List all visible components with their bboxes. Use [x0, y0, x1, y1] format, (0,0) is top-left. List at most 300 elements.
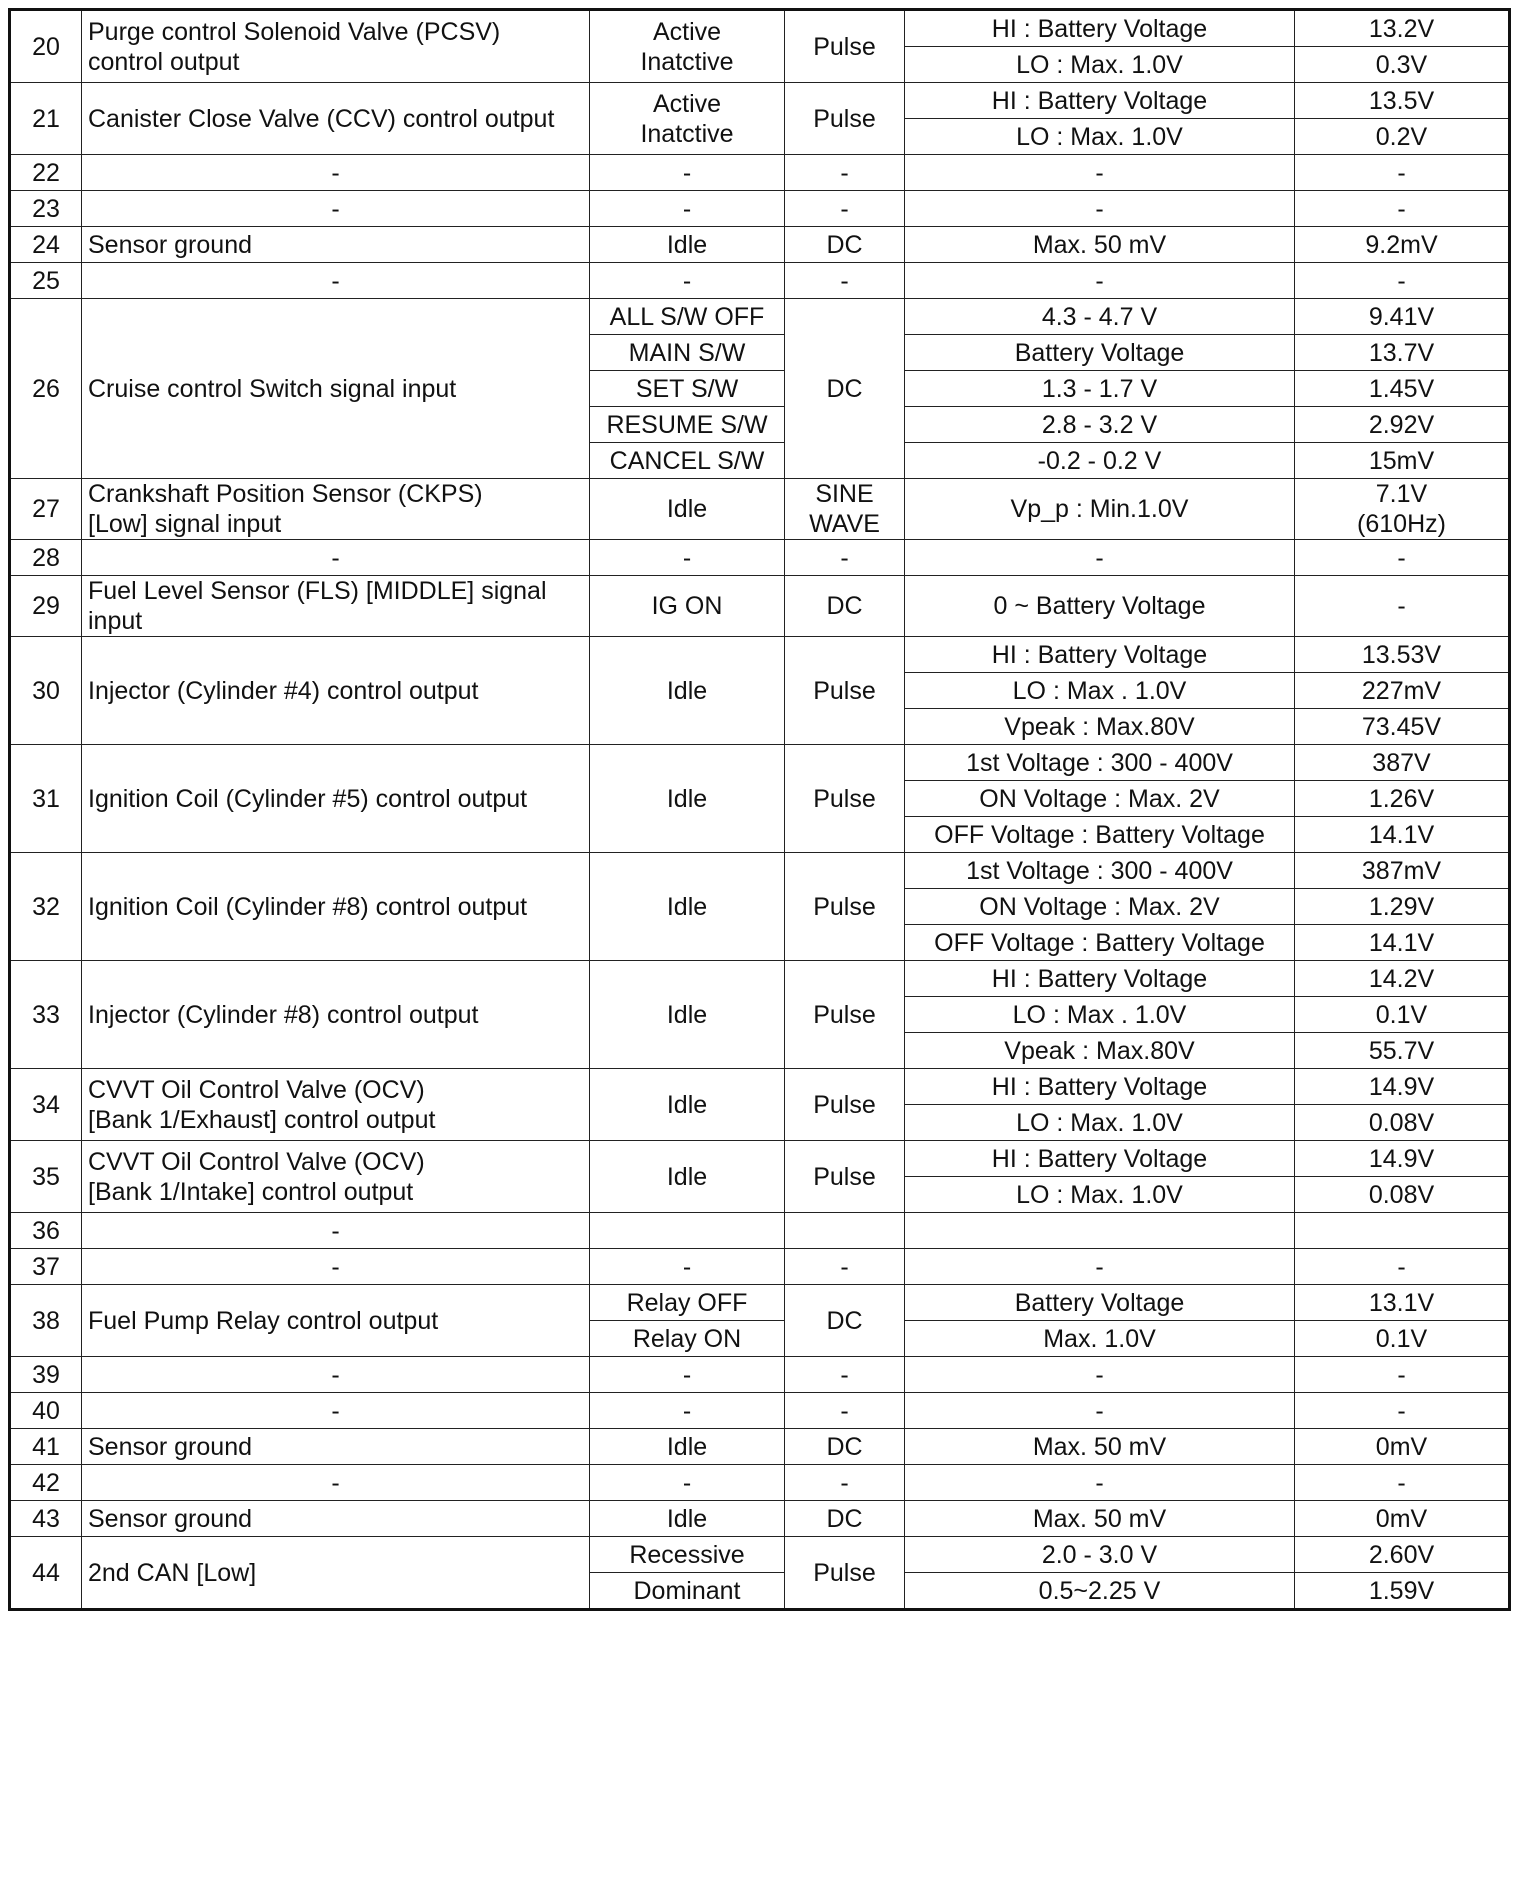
test-condition: CANCEL S/W — [590, 443, 785, 479]
pin-number: 20 — [10, 10, 82, 83]
signal-type — [785, 299, 905, 479]
test-result-line: 0mV — [1375, 1432, 1428, 1461]
test-condition — [590, 853, 785, 961]
pin-description-line: Sensor ground — [88, 230, 253, 259]
test-result-line: 13.1V — [1368, 1288, 1435, 1317]
table-row — [10, 1393, 1510, 1429]
pin-description-line: Sensor ground — [88, 1432, 253, 1461]
test-result-line: - — [1397, 1360, 1406, 1389]
pin-description-line: [Low] signal input — [88, 510, 282, 538]
pin-description — [82, 1465, 590, 1501]
signal-type — [785, 961, 905, 1069]
table-row — [10, 1357, 1510, 1393]
signal-type-line: DC — [826, 592, 863, 620]
specified-level: Max. 1.0V — [905, 1321, 1295, 1357]
pin-number: 23 — [10, 191, 82, 227]
test-result-line: 387mV — [1361, 856, 1442, 885]
pin-description-line: Injector (Cylinder #8) control output — [88, 1000, 479, 1029]
signal-type — [785, 1429, 905, 1465]
pin-description — [82, 83, 590, 155]
pin-description — [82, 1429, 590, 1465]
test-result — [1295, 407, 1510, 443]
specified-level: HI : Battery Voltage — [905, 637, 1295, 673]
pin-description-line: Crankshaft Position Sensor (CKPS) — [88, 480, 483, 508]
test-result — [1295, 1249, 1510, 1285]
test-result — [1295, 263, 1510, 299]
signal-type-line: WAVE — [809, 510, 880, 538]
specified-level: HI : Battery Voltage — [905, 961, 1295, 997]
test-condition-line: Active — [652, 89, 722, 118]
signal-type — [785, 540, 905, 576]
pin-description — [82, 1285, 590, 1357]
signal-type — [785, 1249, 905, 1285]
test-result-line: - — [1397, 158, 1406, 187]
test-result — [1295, 781, 1510, 817]
specified-level: - — [905, 1249, 1295, 1285]
test-result-line: 1.59V — [1368, 1576, 1435, 1605]
test-result-line: 2.60V — [1368, 1540, 1435, 1569]
specified-level: 1st Voltage : 300 - 400V — [905, 853, 1295, 889]
test-condition — [590, 479, 785, 540]
test-result-line: - — [1397, 1468, 1406, 1497]
signal-type-line: - — [840, 1360, 849, 1389]
signal-type-line: Pulse — [813, 1162, 876, 1191]
pin-description — [82, 637, 590, 745]
pin-description — [82, 540, 590, 576]
test-condition: Recessive — [590, 1537, 785, 1573]
pin-number: 29 — [10, 576, 82, 637]
pin-description-line: Fuel Level Sensor (FLS) [MIDDLE] signal — [88, 577, 547, 605]
test-result — [1295, 576, 1510, 637]
test-condition — [590, 1357, 785, 1393]
pin-number: 33 — [10, 961, 82, 1069]
pin-description — [82, 1141, 590, 1213]
test-result-line: 14.1V — [1368, 928, 1435, 957]
pin-number: 36 — [10, 1213, 82, 1249]
test-condition: Dominant — [590, 1573, 785, 1610]
specified-level: - — [905, 540, 1295, 576]
test-condition — [590, 83, 785, 155]
test-result — [1295, 1465, 1510, 1501]
test-condition-line: - — [682, 543, 692, 572]
pin-description — [82, 1537, 590, 1610]
pin-description-line: - — [331, 1468, 340, 1497]
specified-level: - — [905, 1465, 1295, 1501]
pin-number: 35 — [10, 1141, 82, 1213]
test-result — [1295, 1357, 1510, 1393]
pin-number: 44 — [10, 1537, 82, 1610]
test-result-line: 7.1V — [1375, 480, 1428, 508]
specified-level: Battery Voltage — [905, 335, 1295, 371]
test-condition-line: Idle — [666, 784, 708, 813]
test-condition — [590, 155, 785, 191]
signal-type — [785, 10, 905, 83]
table-row — [10, 540, 1510, 576]
signal-type — [785, 853, 905, 961]
signal-type-line: Pulse — [813, 1090, 876, 1119]
pin-description-line: Ignition Coil (Cylinder #8) control output — [88, 892, 528, 921]
signal-type — [785, 1465, 905, 1501]
table-row — [10, 576, 1510, 637]
signal-type — [785, 1141, 905, 1213]
pin-test-table — [8, 8, 1511, 1611]
test-condition — [590, 10, 785, 83]
test-result-line: - — [1397, 194, 1406, 223]
signal-type-line: Pulse — [813, 676, 876, 705]
pin-description-line: CVVT Oil Control Valve (OCV) — [88, 1147, 425, 1176]
table-row — [10, 1429, 1510, 1465]
specified-level: 1st Voltage : 300 - 400V — [905, 745, 1295, 781]
test-result — [1295, 479, 1510, 540]
test-condition: MAIN S/W — [590, 335, 785, 371]
test-result — [1295, 1321, 1510, 1357]
pin-description — [82, 576, 590, 637]
pin-description — [82, 227, 590, 263]
specified-level: HI : Battery Voltage — [905, 1141, 1295, 1177]
pin-description-line: - — [331, 158, 340, 187]
table-row — [10, 1213, 1510, 1249]
test-result-line: 2.92V — [1368, 410, 1435, 439]
pin-description-line: Fuel Pump Relay control output — [88, 1306, 439, 1335]
specified-level: LO : Max . 1.0V — [905, 673, 1295, 709]
pin-description — [82, 853, 590, 961]
test-result — [1295, 335, 1510, 371]
pin-number: 32 — [10, 853, 82, 961]
pin-description — [82, 1393, 590, 1429]
test-condition-line: Idle — [666, 676, 708, 705]
test-result — [1295, 673, 1510, 709]
test-condition — [590, 1429, 785, 1465]
pin-description-line: - — [331, 266, 340, 295]
pin-number: 40 — [10, 1393, 82, 1429]
test-result — [1295, 83, 1510, 119]
test-result-line: 0.1V — [1375, 1324, 1428, 1353]
specified-level: Max. 50 mV — [905, 1501, 1295, 1537]
test-result — [1295, 1537, 1510, 1573]
page — [8, 8, 1511, 1611]
pin-number: 25 — [10, 263, 82, 299]
specified-level: 4.3 - 4.7 V — [905, 299, 1295, 335]
test-condition-line: IG ON — [651, 592, 723, 620]
test-result — [1295, 961, 1510, 997]
signal-type-line: SINE — [815, 480, 874, 508]
test-condition — [590, 227, 785, 263]
table-row — [10, 1069, 1510, 1105]
specified-level: -0.2 - 0.2 V — [905, 443, 1295, 479]
test-result — [1295, 1393, 1510, 1429]
signal-type — [785, 745, 905, 853]
test-condition — [590, 1213, 785, 1249]
test-condition-line: Idle — [666, 1162, 708, 1191]
specified-level: OFF Voltage : Battery Voltage — [905, 817, 1295, 853]
test-condition: ALL S/W OFF — [590, 299, 785, 335]
pin-number: 24 — [10, 227, 82, 263]
test-result-line: 14.1V — [1368, 820, 1435, 849]
test-condition-line: Inatctive — [640, 47, 734, 76]
pin-number: 31 — [10, 745, 82, 853]
pin-number: 42 — [10, 1465, 82, 1501]
test-result-line: 387V — [1372, 748, 1431, 777]
signal-type — [785, 191, 905, 227]
signal-type — [785, 227, 905, 263]
test-condition-line: Inatctive — [640, 119, 734, 148]
test-result-line: 1.29V — [1368, 892, 1435, 921]
test-condition — [590, 961, 785, 1069]
test-result-line: 9.41V — [1368, 302, 1435, 331]
test-condition-line: Idle — [666, 1432, 708, 1461]
pin-table-body — [10, 10, 1510, 1610]
table-row — [10, 1285, 1510, 1321]
test-result-line: 0.2V — [1375, 122, 1428, 151]
signal-type-line: Pulse — [813, 1558, 876, 1587]
pin-description — [82, 479, 590, 540]
specified-level: OFF Voltage : Battery Voltage — [905, 925, 1295, 961]
signal-type-line: - — [840, 266, 849, 295]
pin-description — [82, 745, 590, 853]
test-result-line: 73.45V — [1361, 712, 1442, 741]
signal-type-line: DC — [826, 1432, 863, 1461]
test-condition-line: Idle — [666, 1090, 708, 1119]
pin-description — [82, 961, 590, 1069]
test-result — [1295, 155, 1510, 191]
test-condition-line: Active — [652, 17, 722, 46]
test-result-line: 13.2V — [1368, 14, 1435, 43]
table-row — [10, 263, 1510, 299]
pin-description — [82, 299, 590, 479]
pin-description-line: Canister Close Valve (CCV) control output — [88, 104, 555, 133]
test-condition-line: Idle — [666, 892, 708, 921]
test-result — [1295, 1105, 1510, 1141]
test-condition — [590, 1501, 785, 1537]
test-result-line: 15mV — [1368, 446, 1435, 475]
signal-type — [785, 263, 905, 299]
test-condition-line: - — [682, 1468, 692, 1497]
test-result-line: 13.53V — [1361, 640, 1442, 669]
pin-description — [82, 263, 590, 299]
specified-level: LO : Max . 1.0V — [905, 997, 1295, 1033]
specified-level: 0.5~2.25 V — [905, 1573, 1295, 1610]
pin-number: 30 — [10, 637, 82, 745]
pin-number: 26 — [10, 299, 82, 479]
specified-level: - — [905, 1393, 1295, 1429]
test-result — [1295, 709, 1510, 745]
specified-level: HI : Battery Voltage — [905, 1069, 1295, 1105]
specified-level: - — [905, 263, 1295, 299]
specified-level — [905, 1213, 1295, 1249]
signal-type — [785, 479, 905, 540]
test-condition-line: Idle — [666, 230, 708, 259]
test-result — [1295, 637, 1510, 673]
specified-level: Max. 50 mV — [905, 1429, 1295, 1465]
test-result — [1295, 1177, 1510, 1213]
signal-type — [785, 155, 905, 191]
test-condition: RESUME S/W — [590, 407, 785, 443]
test-condition-line: - — [682, 266, 692, 295]
test-result — [1295, 1429, 1510, 1465]
table-row — [10, 299, 1510, 335]
signal-type-line: Pulse — [813, 784, 876, 813]
table-row — [10, 961, 1510, 997]
pin-description-line: - — [331, 1396, 340, 1425]
pin-description — [82, 1249, 590, 1285]
pin-number: 22 — [10, 155, 82, 191]
specified-level: Vpeak : Max.80V — [905, 709, 1295, 745]
test-result-line: 14.9V — [1368, 1144, 1435, 1173]
pin-description-line: Sensor ground — [88, 1504, 253, 1533]
pin-description — [82, 1501, 590, 1537]
signal-type — [785, 1393, 905, 1429]
test-result-line: - — [1397, 266, 1406, 295]
test-condition — [590, 1141, 785, 1213]
specified-level: LO : Max. 1.0V — [905, 1177, 1295, 1213]
test-condition — [590, 1393, 785, 1429]
test-result-line: 1.26V — [1368, 784, 1435, 813]
table-row — [10, 637, 1510, 673]
pin-description-line: - — [331, 1252, 340, 1281]
signal-type-line: - — [840, 1252, 849, 1281]
test-result — [1295, 1285, 1510, 1321]
test-condition — [590, 263, 785, 299]
table-row — [10, 745, 1510, 781]
signal-type — [785, 1501, 905, 1537]
test-result — [1295, 371, 1510, 407]
table-row — [10, 227, 1510, 263]
pin-description — [82, 191, 590, 227]
pin-description-line: Injector (Cylinder #4) control output — [88, 676, 479, 705]
test-condition-line: - — [682, 194, 692, 223]
specified-level: Vpeak : Max.80V — [905, 1033, 1295, 1069]
pin-description-line: - — [331, 194, 340, 223]
test-condition — [590, 745, 785, 853]
test-condition-line: Idle — [666, 495, 708, 523]
specified-level: Max. 50 mV — [905, 227, 1295, 263]
test-result-line: 227mV — [1361, 676, 1442, 705]
pin-description — [82, 1069, 590, 1141]
table-row — [10, 155, 1510, 191]
pin-number: 34 — [10, 1069, 82, 1141]
test-result-line: 0.08V — [1368, 1180, 1435, 1209]
test-result — [1295, 1213, 1510, 1249]
test-result — [1295, 119, 1510, 155]
test-result-line: 14.2V — [1368, 964, 1435, 993]
test-result-line: 0mV — [1375, 1504, 1428, 1533]
test-condition: SET S/W — [590, 371, 785, 407]
signal-type — [785, 1069, 905, 1141]
test-result-line: 0.3V — [1375, 50, 1428, 79]
test-condition: Relay ON — [590, 1321, 785, 1357]
test-condition — [590, 1249, 785, 1285]
pin-description-line: Ignition Coil (Cylinder #5) control output — [88, 784, 528, 813]
signal-type — [785, 1213, 905, 1249]
specified-level: HI : Battery Voltage — [905, 83, 1295, 119]
specified-level: HI : Battery Voltage — [905, 10, 1295, 47]
test-condition-line: - — [682, 1252, 692, 1281]
test-condition — [590, 576, 785, 637]
test-result — [1295, 925, 1510, 961]
test-result-line: - — [1397, 592, 1406, 620]
specified-level: - — [905, 1357, 1295, 1393]
test-condition-line: Idle — [666, 1000, 708, 1029]
test-condition-line: - — [682, 1360, 692, 1389]
test-result — [1295, 443, 1510, 479]
test-result — [1295, 889, 1510, 925]
test-result — [1295, 1573, 1510, 1610]
signal-type — [785, 1285, 905, 1357]
test-result — [1295, 997, 1510, 1033]
test-condition-line: - — [682, 1396, 692, 1425]
table-row — [10, 479, 1510, 540]
signal-type — [785, 1357, 905, 1393]
specified-level: ON Voltage : Max. 2V — [905, 781, 1295, 817]
test-condition — [590, 1069, 785, 1141]
pin-description-line: 2nd CAN [Low] — [88, 1558, 257, 1587]
pin-description-line: control output — [88, 47, 240, 76]
test-result — [1295, 1141, 1510, 1177]
test-result-line: 55.7V — [1368, 1036, 1435, 1065]
signal-type — [785, 1537, 905, 1610]
signal-type-line: Pulse — [813, 892, 876, 921]
pin-number: 27 — [10, 479, 82, 540]
table-row — [10, 1501, 1510, 1537]
specified-level: LO : Max. 1.0V — [905, 1105, 1295, 1141]
test-result-line: 14.9V — [1368, 1072, 1435, 1101]
pin-description-line: Cruise control Switch signal input — [88, 374, 457, 403]
specified-level: - — [905, 191, 1295, 227]
pin-number: 38 — [10, 1285, 82, 1357]
specified-level: 2.8 - 3.2 V — [905, 407, 1295, 443]
test-result — [1295, 1033, 1510, 1069]
pin-description-line: - — [331, 543, 340, 572]
test-result — [1295, 745, 1510, 781]
test-result — [1295, 540, 1510, 576]
pin-description-line: input — [88, 607, 143, 635]
signal-type — [785, 637, 905, 745]
signal-type-line: - — [840, 543, 849, 572]
specified-level: ON Voltage : Max. 2V — [905, 889, 1295, 925]
signal-type-line: Pulse — [813, 104, 876, 133]
signal-type — [785, 576, 905, 637]
pin-description-line: CVVT Oil Control Valve (OCV) — [88, 1075, 425, 1104]
test-result — [1295, 47, 1510, 83]
test-result-line: 0.1V — [1375, 1000, 1428, 1029]
table-row — [10, 191, 1510, 227]
pin-description-line: - — [331, 1216, 340, 1245]
test-condition — [590, 1465, 785, 1501]
signal-type-line: DC — [826, 1504, 863, 1533]
signal-type-line: - — [840, 158, 849, 187]
specified-level: Battery Voltage — [905, 1285, 1295, 1321]
test-condition-line: - — [682, 158, 692, 187]
specified-level: LO : Max. 1.0V — [905, 119, 1295, 155]
pin-number: 39 — [10, 1357, 82, 1393]
table-row — [10, 1249, 1510, 1285]
test-result — [1295, 817, 1510, 853]
test-result-line: 13.7V — [1368, 338, 1435, 367]
test-condition — [590, 191, 785, 227]
signal-type-line: - — [840, 1396, 849, 1425]
test-result — [1295, 191, 1510, 227]
pin-number: 41 — [10, 1429, 82, 1465]
test-result-line: 9.2mV — [1365, 230, 1438, 259]
table-row — [10, 1537, 1510, 1573]
pin-description — [82, 155, 590, 191]
test-condition: Relay OFF — [590, 1285, 785, 1321]
specified-level: 0 ~ Battery Voltage — [905, 576, 1295, 637]
specified-level: 1.3 - 1.7 V — [905, 371, 1295, 407]
table-row — [10, 83, 1510, 119]
pin-description-line: [Bank 1/Exhaust] control output — [88, 1105, 436, 1134]
pin-number: 21 — [10, 83, 82, 155]
